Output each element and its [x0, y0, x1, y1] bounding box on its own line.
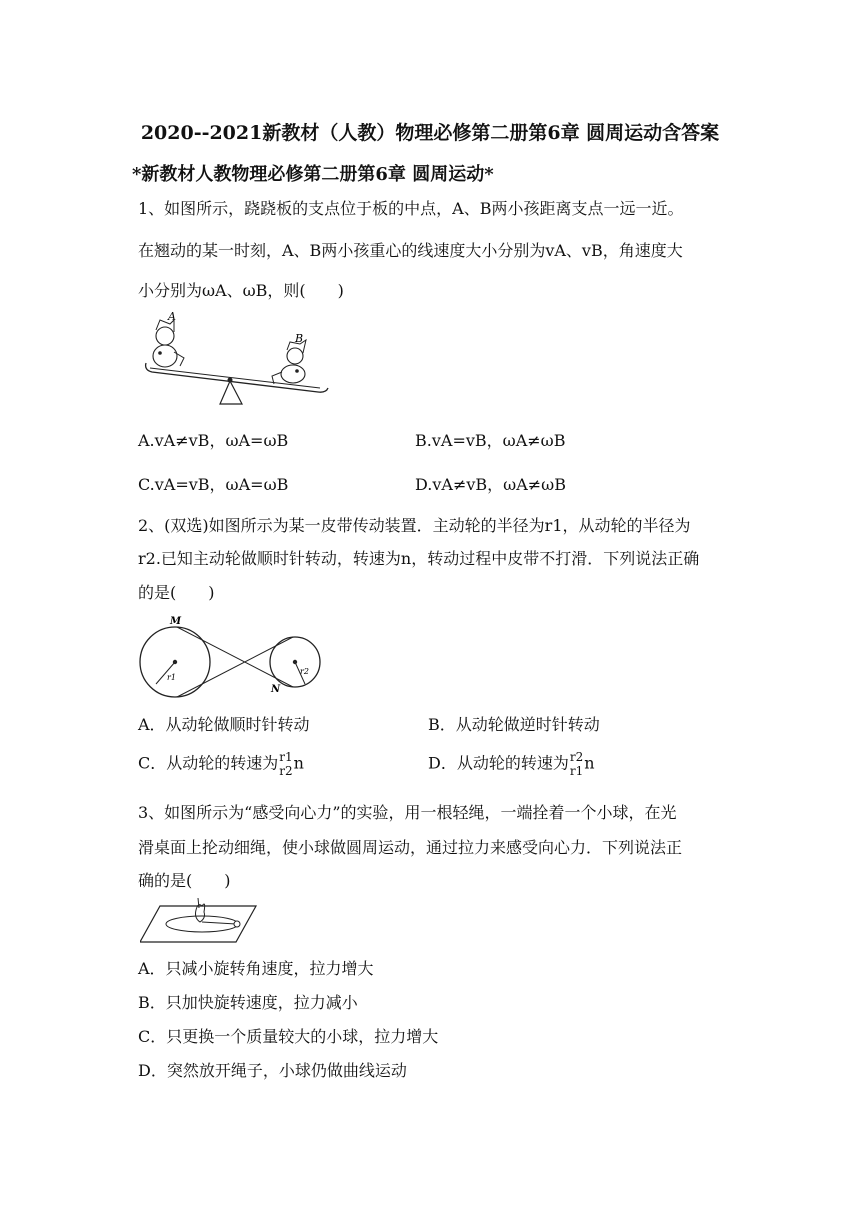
q2-option-c-numerator: r1 [279, 750, 293, 764]
q3-option-c[interactable] [138, 1024, 438, 1047]
q3-line-3: 确的是( ) [138, 871, 231, 890]
document-title: 2020--2021新教材（人教）物理必修第二册第6章 圆周运动含答案 [140, 122, 720, 144]
q2-option-a-text: A．从动轮做顺时针转动 [138, 715, 310, 734]
q1-option-d-text: D.vA≠vB，ωA≠ωB [415, 475, 566, 494]
q3-option-b-text: B．只加快旋转速度，拉力减小 [138, 993, 358, 1012]
q1-option-b[interactable] [415, 428, 565, 451]
q2-option-d-denominator: r1 [569, 764, 584, 778]
q2-option-d[interactable] [428, 750, 595, 778]
fig-label-n: N [271, 684, 281, 695]
q3-option-a[interactable] [138, 956, 374, 979]
fig-label-b: B [295, 332, 304, 345]
q2-option-d-text: D．从动轮的转速为 [428, 753, 569, 773]
fig-label-r1: r1 [167, 673, 176, 682]
fig-label-m: M [170, 616, 182, 627]
q2-option-b[interactable] [428, 712, 600, 735]
q2-option-c-denominator: r2 [279, 764, 293, 778]
q2-option-c-fraction [279, 750, 292, 778]
q1-option-a[interactable] [138, 428, 288, 451]
q3-line-1: 3、如图所示为“感受向心力”的实验，用一根轻绳，一端拴着一个小球，在光 [138, 803, 677, 822]
q2-option-c-text: C．从动轮的转速为 [138, 753, 279, 773]
q3-option-c-text: C．只更换一个质量较大的小球，拉力增大 [138, 1027, 439, 1046]
q2-line-3: 的是( ) [138, 583, 215, 602]
q1-line-1: 1、如图所示，跷跷板的支点位于板的中点，A、B两小孩距离支点一远一近。 [138, 199, 684, 218]
q3-option-d-text: D．突然放开绳子，小球仍做曲线运动 [138, 1061, 407, 1080]
seesaw-figure [140, 308, 330, 408]
q3-option-d[interactable] [138, 1058, 407, 1081]
q2-line-1: 2、(双选)如图所示为某一皮带传动装置．主动轮的半径为r1，从动轮的半径为 [138, 516, 691, 535]
q1-line-3: 小分别为ωA、ωB，则( ) [138, 281, 344, 300]
q2-option-d-fraction [570, 750, 583, 778]
q1-line-2: 在翘动的某一时刻，A、B两小孩重心的线速度大小分别为vA、vB，角速度大 [138, 241, 683, 260]
q1-option-b-text: B.vA=vB，ωA≠ωB [415, 431, 566, 450]
belt-drive-figure [135, 612, 335, 698]
document-subtitle: *新教材人教物理必修第二册第6章 圆周运动* [132, 164, 494, 185]
q1-option-d[interactable] [415, 472, 566, 495]
q1-option-a-text: A.vA≠vB，ωA=ωB [138, 431, 289, 450]
fig-label-a: A [168, 310, 176, 323]
q3-line-2: 滑桌面上抡动细绳，使小球做圆周运动，通过拉力来感受向心力．下列说法正 [138, 838, 683, 857]
fig-label-r2: r2 [300, 667, 309, 676]
q3-option-a-text: A．只减小旋转角速度，拉力增大 [138, 959, 374, 978]
q1-option-c-text: C.vA=vB，ωA=ωB [138, 475, 289, 494]
q2-option-c-suffix: n [293, 753, 304, 773]
q2-option-d-suffix: n [584, 753, 595, 773]
q2-line-2: r2.已知主动轮做顺时针转动，转速为n，转动过程中皮带不打滑．下列说法正确 [138, 549, 700, 568]
centripetal-force-figure [140, 896, 260, 944]
q1-option-c[interactable] [138, 472, 288, 495]
q2-option-a[interactable] [138, 712, 310, 735]
q3-option-b[interactable] [138, 990, 358, 1013]
q2-option-d-numerator: r2 [569, 750, 584, 764]
q2-option-b-text: B．从动轮做逆时针转动 [428, 715, 600, 734]
q2-option-c[interactable] [138, 750, 304, 778]
